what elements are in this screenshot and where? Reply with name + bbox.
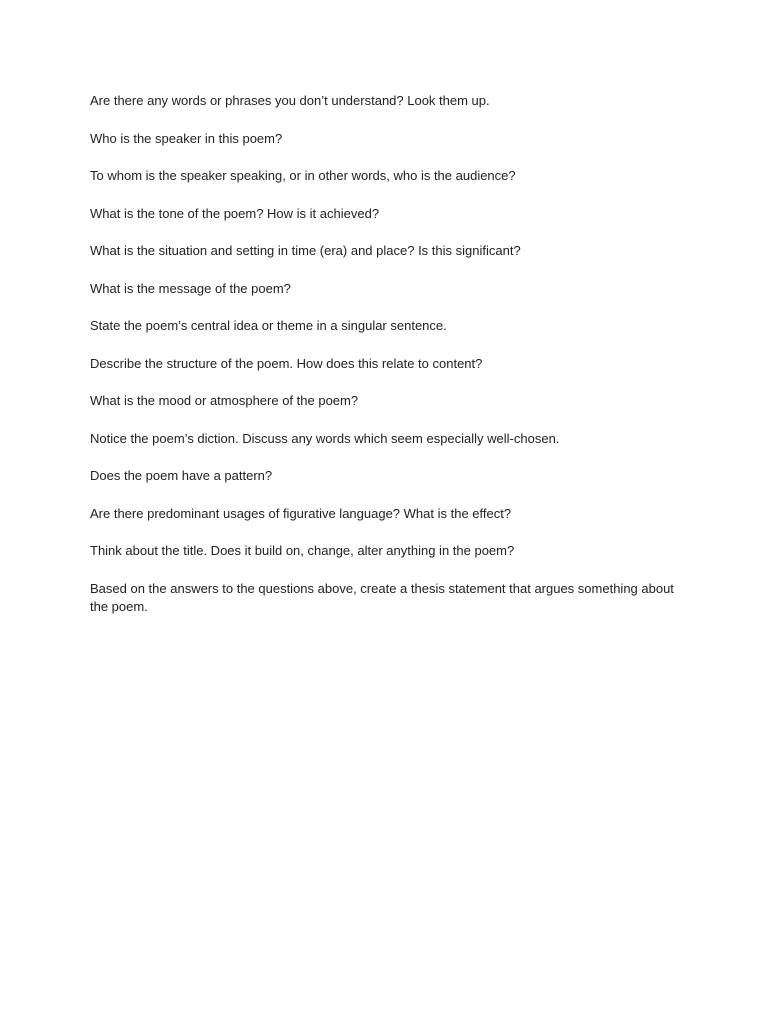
question-item: Based on the answers to the questions above, create a thesis statement that argues something about the poem. <box>90 580 674 614</box>
question-list <box>90 92 690 635</box>
question-item: Who is the speaker in this poem? <box>90 130 283 146</box>
question-item: Think about the title. Does it build on, change, alter anything in the poem? <box>90 543 515 558</box>
question-item: What is the tone of the poem? How is it achieved? <box>90 205 380 221</box>
question-item: Notice the poem’s diction. Discuss any words which seem especially well-chosen. <box>90 430 560 446</box>
question-item: Does the poem have a pattern? <box>90 468 273 483</box>
question-item: Are there predominant usages of figurative language? What is the effect? <box>90 505 512 521</box>
question-item: To whom is the speaker speaking, or in other words, who is the audience? <box>90 168 516 183</box>
question-item: Describe the structure of the poem. How does this relate to content? <box>90 355 483 371</box>
question-item: What is the mood or atmosphere of the poem? <box>90 393 359 408</box>
question-item: What is the message of the poem? <box>90 280 291 296</box>
question-item: Are there any words or phrases you don’t understand? Look them up. <box>90 93 490 108</box>
question-item: State the poem’s central idea or theme in a singular sentence. <box>90 318 447 333</box>
question-item: What is the situation and setting in time (era) and place? Is this significant? <box>90 243 521 258</box>
